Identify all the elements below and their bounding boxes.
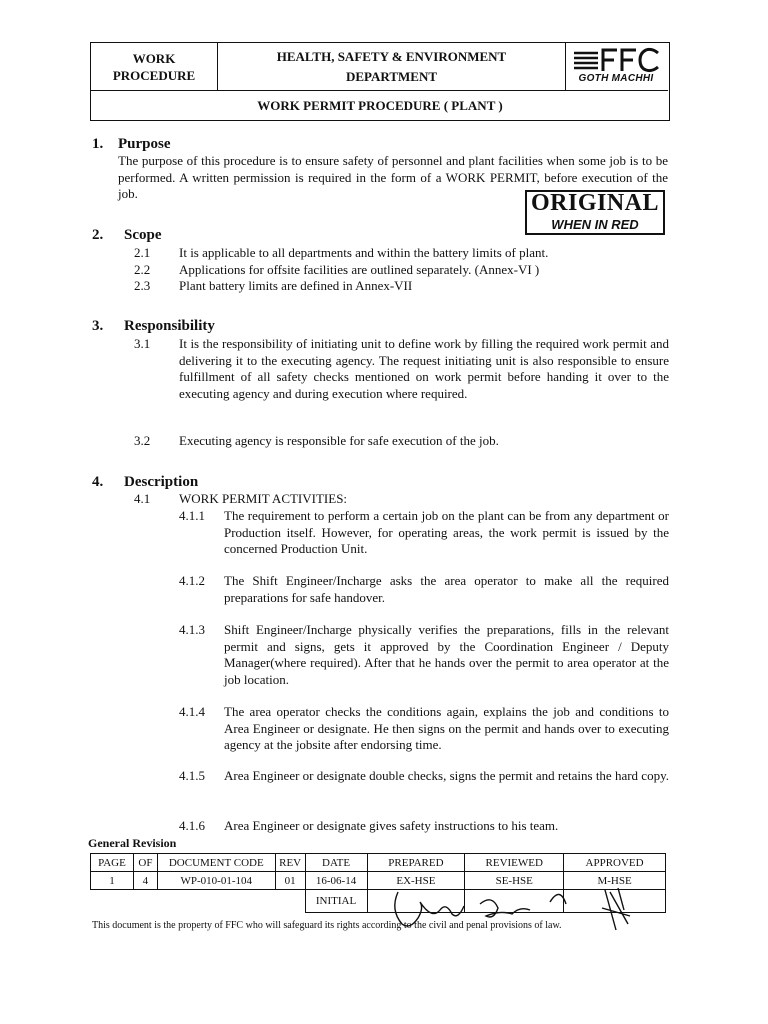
section-2-number: 2. <box>92 227 104 243</box>
subsection-title: WORK PERMIT ACTIVITIES: <box>179 491 348 506</box>
section-3-number: 3. <box>92 318 104 334</box>
table-header-cell: OF <box>133 854 157 872</box>
header-left-line1: WORK <box>132 51 176 66</box>
table-header-cell: PREPARED <box>367 854 465 872</box>
activity-item-text: Area Engineer or designate gives safety instructions to his team. <box>224 818 559 833</box>
table-header-cell: REVIEWED <box>465 854 564 872</box>
header-left-line2: PROCEDURE <box>112 68 196 83</box>
logo-subtitle: GOTH MACHHI <box>578 73 654 84</box>
table-row <box>91 854 666 872</box>
responsibility-item-text: It is the responsibility of initiating unit to define work by filling the required work permit and delivering it to the executing agency. The request initiating unit is also responsible to ensure fulfillment of all safety checks mentioned on work permit before handing it over to the executing agency and during execution where required. <box>179 336 669 401</box>
table-header-cell: DOCUMENT CODE <box>157 854 275 872</box>
responsibility-item-number: 3.2 <box>134 433 151 448</box>
activity-item-text: The requirement to perform a certain job on the plant can be from any department or Production itself. However, for operating areas, the work permit is issued by the concerned Production Unit. <box>224 508 669 556</box>
table-cell-empty <box>157 890 275 913</box>
table-cell: 1 <box>91 872 134 890</box>
activity-item-number: 4.1.6 <box>179 818 205 833</box>
scope-item-number: 2.3 <box>134 278 151 293</box>
section-1-title: Purpose <box>118 136 171 152</box>
activity-item-number: 4.1.3 <box>179 622 205 637</box>
scope-item-text: It is applicable to all departments and within the battery limits of plant. <box>179 245 549 260</box>
stamp-line1: ORIGINAL <box>530 190 660 216</box>
header-center-line2: DEPARTMENT <box>345 69 438 84</box>
activity-item-number: 4.1.2 <box>179 573 205 588</box>
table-cell: 4 <box>133 872 157 890</box>
table-header-cell: REV <box>275 854 305 872</box>
table-cell: 01 <box>275 872 305 890</box>
responsibility-item-number: 3.1 <box>134 336 151 351</box>
table-cell-empty <box>133 890 157 913</box>
header-doc-type <box>91 43 218 91</box>
activity-item-text: The area operator checks the conditions again, explains the job and conditions to Area Engineer or designate. He then signs on the permit and hands over to executing agency at the jobsite after endorsing time. <box>224 704 669 752</box>
original-stamp <box>525 190 665 235</box>
table-cell-empty <box>275 890 305 913</box>
ffc-logo <box>566 43 668 91</box>
table-header-cell: DATE <box>305 854 367 872</box>
activity-item-number: 4.1.1 <box>179 508 205 523</box>
table-cell-empty <box>91 890 134 913</box>
responsibility-item-text: Executing agency is responsible for safe execution of the job. <box>179 433 499 448</box>
section-1-text: The purpose of this procedure is to ensure safety of personnel and plant facilities when some job is to be performed. A written permission is required in the form of a WORK PERMIT, before execution of the job. <box>118 153 668 201</box>
scope-item-number: 2.2 <box>134 262 151 277</box>
activity-item-text: Area Engineer or designate double checks, signs the permit and retains the hard copy. <box>224 768 669 783</box>
table-cell: 16-06-14 <box>305 872 367 890</box>
section-3-title: Responsibility <box>124 318 215 334</box>
table-cell: M-HSE <box>564 872 666 890</box>
table-cell: WP-010-01-104 <box>157 872 275 890</box>
stamp-line2: WHEN IN RED <box>551 217 639 232</box>
header-center-line1: HEALTH, SAFETY & ENVIRONMENT <box>276 49 507 64</box>
activity-item-number: 4.1.4 <box>179 704 205 719</box>
section-4-title: Description <box>124 474 199 490</box>
section-2-title: Scope <box>124 227 162 243</box>
activity-item-number: 4.1.5 <box>179 768 205 783</box>
scope-item-text: Plant battery limits are defined in Annex-VII <box>179 278 413 293</box>
activity-item-text: Shift Engineer/Incharge physically verifies the preparations, fills in the relevant permit and signs, gets it approved by the Coordination Engineer / Deputy Manager(where required). After that he hands over the permit to area operator at the job location. <box>224 622 669 687</box>
table-header-cell: PAGE <box>91 854 134 872</box>
activity-item-text: The Shift Engineer/Incharge asks the area operator to make all the required preparations for safe handover. <box>224 573 669 605</box>
table-cell-initial-label: INITIAL <box>305 890 367 913</box>
scope-item-text: Applications for offsite facilities are outlined separately. (Annex-VI ) <box>179 262 540 277</box>
section-4-number: 4. <box>92 474 104 490</box>
table-cell: SE-HSE <box>465 872 564 890</box>
table-cell: EX-HSE <box>367 872 465 890</box>
ffc-logo-icon <box>572 47 662 73</box>
scope-item-number: 2.1 <box>134 245 151 260</box>
subsection-number: 4.1 <box>134 491 151 506</box>
revision-label: General Revision <box>88 836 177 850</box>
table-header-cell: APPROVED <box>564 854 666 872</box>
document-header <box>90 42 670 121</box>
header-department <box>218 43 566 91</box>
document-footer: This document is the property of FFC who will safeguard its rights according to the civil and penal provisions of law. <box>92 920 562 931</box>
document-title: WORK PERMIT PROCEDURE ( PLANT ) <box>257 98 503 113</box>
section-1-number: 1. <box>92 136 104 152</box>
